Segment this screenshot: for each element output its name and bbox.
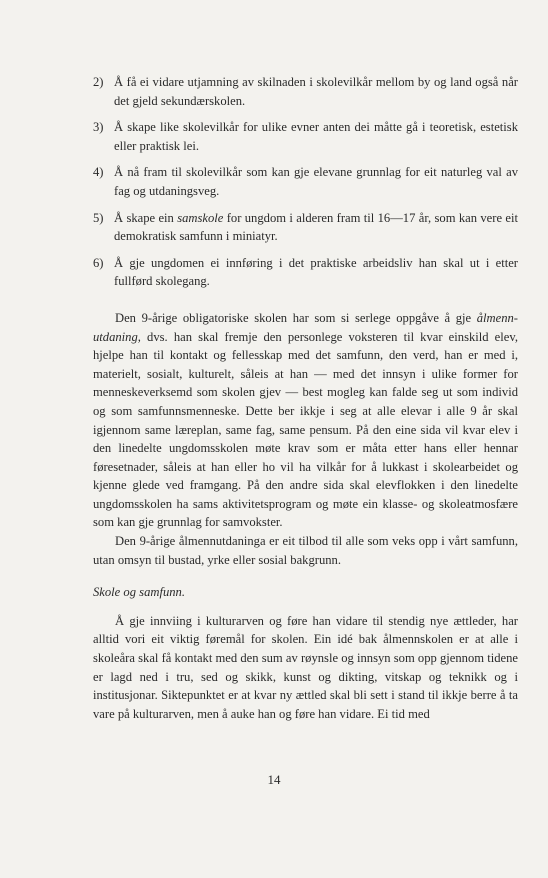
paragraph-offer: Den 9-årige ålmennutdaninga er eit tilbod til alle som veks opp i vårt samfunn, utan omsyn til bustad, yrke eller sosial bakgrunn. [93,534,518,567]
page-number: 14 [267,772,281,787]
list-text-post: for ungdom i alderen fram til 16—17 år, som kan vere eit demokratisk samfunn i miniatyr. [114,210,518,244]
list-number: 3) [93,120,104,135]
list-item [93,163,518,200]
section-heading: Skole og samfunn. [93,585,185,600]
list-text: Å skape like skolevilkår for ulike evner anten dei måtte gå i teoretisk, estetisk eller praktisk lei. [114,120,518,153]
list-text: Å gje ungdomen ei innføring i det praktiske arbeidsliv han skal ut i etter fullførd skolegang. [114,255,518,289]
list-text [114,211,518,244]
list-text: Å nå fram til skolevilkår som kan gje elevane grunnlag for eit naturleg val av fag og utdaningsveg. [114,165,518,198]
list-text-emphasis: samskole [177,210,224,225]
list-number: 2) [93,75,104,89]
list-number: 6) [93,255,104,270]
paragraph-text-post: dvs. han skal fremje den personlege voksteren til kvar einskild elev, hjelpe han til kontakt og fellesskap med det samfunn, den verd, han er med i, materielt, sosialt, kulturelt, såleis at han — med det innsyn i ulike former for menneskeverksemd som skolen gjev — best mogleg kan falde seg ut som individ og som samfunnsmenneske. Dette ber ikkje i seg at alle elevar i alle 9 år skal igjennom same læreplan, same fag, same pensum. På den eine sida vil kvar elev i den linedelte ungdomsskolen møte krav som er måta etter hans eller hennar føresetnader, såleis at han eller ho vil ha vilkår for å lukkast i skolearbeidet og kjenne glede ved framgang. På den andre sida skal elevflokken i den linedelte ungdomsskolen ha sams aktivitetsprogram og møte ein klasse- og skoleatmosfære som kan gje grunnlag for samvokster. [93,329,518,530]
paragraph-emphasis: ålmenn-utdaning, [93,310,518,344]
paragraph-general-education [93,309,518,532]
list-item [93,118,518,155]
list-text: Å få ei vidare utjamning av skilnaden i skolevilkår mellom by og land også når det gjeld sekundærskolen. [114,75,518,108]
list-item [93,209,518,246]
list-number: 4) [93,165,104,180]
list-item [93,254,518,291]
list-text-pre: Å skape ein [114,210,178,225]
list-item [93,73,518,110]
list-number: 5) [93,210,104,225]
paragraph-text-pre: Den 9-årige obligatoriske skolen har som si serlege oppgåve å gje [115,310,477,325]
paragraph-culture: Å gje innviing i kulturarven og føre han vidare til stendig nye ættleder, har alltid vori eit viktig føremål for skolen. Ein idé bak ålmennskolen er at alle i skoleåra skal få kontakt med den sum av røynsle og innsyn som opp gjennom tidene er lagd ned i tru, sed og skikk, kunst og dikting, vitskap og teknikk og i institusjonar. Siktepunktet er at kvar ny ættled skal bli sett i stand til ikkje berre å ta vare på kulturarven, men å auke han og føre han vidare. Ei tid med [93,613,518,721]
page-body [93,73,518,723]
